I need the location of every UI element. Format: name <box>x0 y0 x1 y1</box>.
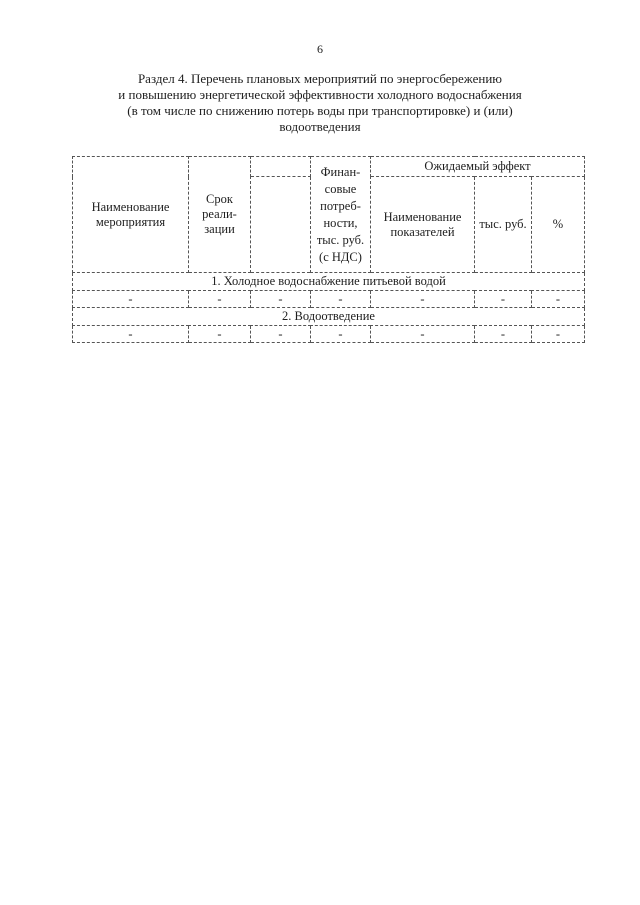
table-cell: - <box>251 291 311 308</box>
table-cell: - <box>251 326 311 343</box>
heading-line: и повышению энергетической эффективности холодного водоснабжения <box>118 87 522 102</box>
header-expected-effect: Ожидаемый эффект <box>371 157 585 177</box>
header-percent: % <box>532 177 585 273</box>
header-measure-name: Наименование мероприятия <box>73 157 189 273</box>
table-cell: - <box>73 291 189 308</box>
table-cell: - <box>311 326 371 343</box>
heading-line: Раздел 4. Перечень плановых мероприятий по энергосбережению <box>137 71 503 86</box>
table-cell: - <box>371 326 475 343</box>
header-finance: Финан-совые потреб-ности, тыс. руб. (с НДС) <box>311 157 371 273</box>
table-cell: - <box>475 326 532 343</box>
heading-line: водоотведения <box>279 119 361 134</box>
section-heading <box>70 71 570 135</box>
section-title-wastewater: 2. Водоотведение <box>73 308 585 326</box>
header-empty <box>251 157 311 177</box>
table-cell: - <box>371 291 475 308</box>
section-title-cold-water: 1. Холодное водоснабжение питьевой водой <box>73 273 585 291</box>
header-indicators: Наименование показателей <box>371 177 475 273</box>
measures-table <box>72 156 585 343</box>
table-cell: - <box>189 291 251 308</box>
header-empty-cell <box>251 177 311 273</box>
table-cell: - <box>475 291 532 308</box>
table-cell: - <box>189 326 251 343</box>
heading-line: (в том числе по снижению потерь воды при транспортировке) и (или) <box>127 103 513 118</box>
table-cell: - <box>311 291 371 308</box>
table-cell: - <box>73 326 189 343</box>
table-cell: - <box>532 291 585 308</box>
header-term: Срок реали-зации <box>189 157 251 273</box>
page-number: 6 <box>317 42 323 56</box>
header-thousand-rub: тыс. руб. <box>475 177 532 273</box>
table-cell: - <box>532 326 585 343</box>
